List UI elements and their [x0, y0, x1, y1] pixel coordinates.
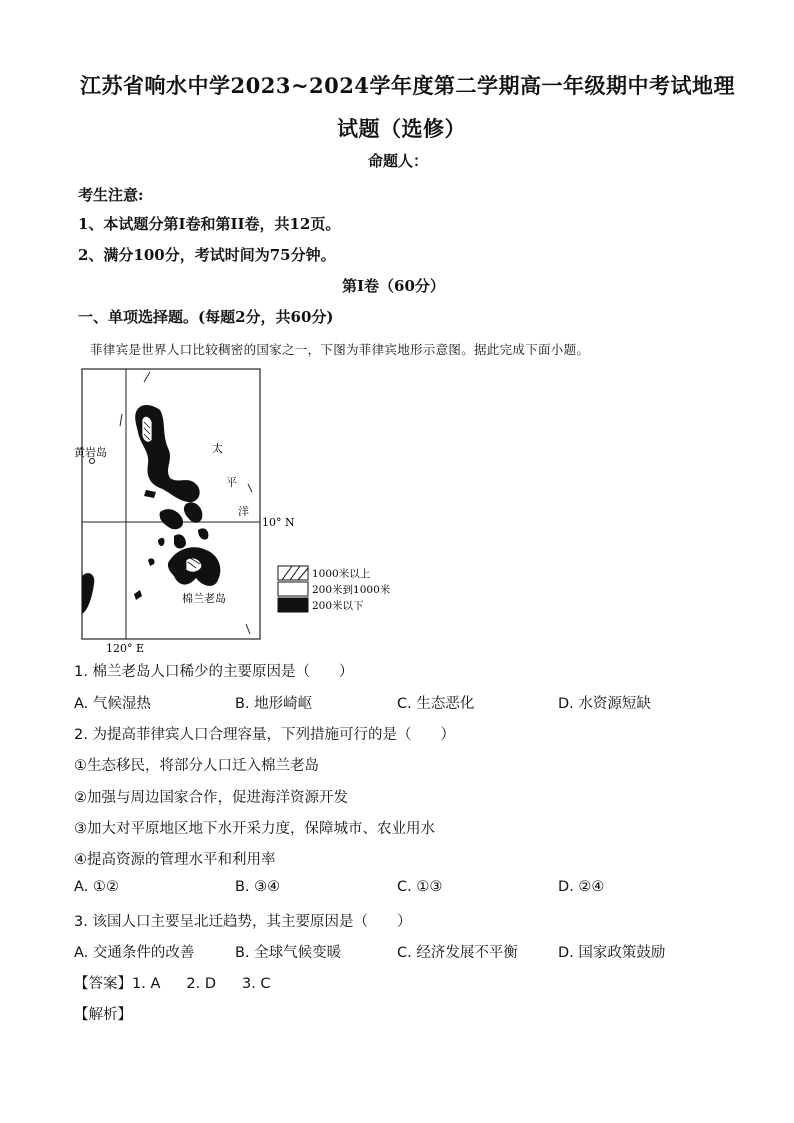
legend-item-2: 200米到1000米 [312, 584, 391, 596]
answer-3: 3. C [241, 976, 271, 992]
q3-option-a: A. 交通条件的改善 [74, 945, 195, 961]
q3-option-d: D. 国家政策鼓励 [558, 945, 666, 961]
map-legend [278, 566, 391, 612]
q1-option-d: D. 水资源短缺 [558, 696, 651, 712]
q2-stem: 2. 为提高菲律宾人口合理容量，下列措施可行的是（ ） [74, 727, 455, 743]
label-huangyan: 黄岩岛 [74, 446, 107, 459]
legend-item-1: 1000米以上 [312, 568, 371, 580]
section-heading: 一、单项选择题。(每题2分，共60分) [78, 308, 334, 326]
q1-option-c: C. 生态恶化 [397, 696, 475, 712]
answer-2: 2. D [186, 976, 216, 992]
page-title-line2: 试题（选修） [337, 116, 466, 141]
legend-item-3: 200米以下 [312, 600, 364, 612]
label-tai: 太 [212, 442, 223, 455]
notice-item-1: 1、本试题分第I卷和第II卷，共12页。 [78, 215, 341, 233]
notice-item-2: 2、满分100分，考试时间为75分钟。 [78, 246, 336, 264]
q2-option-b: B. ③④ [235, 879, 281, 895]
q2-item-2: ②加强与周边国家合作，促进海洋资源开发 [74, 790, 348, 806]
answer-1: 1. A [132, 976, 161, 992]
q1-option-b: B. 地形崎岖 [235, 696, 313, 712]
q2-item-1: ①生态移民，将部分人口迁入棉兰老岛 [74, 758, 319, 774]
q1-option-a: A. 气候湿热 [74, 696, 151, 712]
map-frame [82, 369, 260, 639]
answer-tag: 【答案】 [74, 976, 132, 992]
philippines-terrain-map [74, 364, 408, 655]
page-title: 江苏省响水中学2023~2024学年度第二学期高一年级期中考试地理 [80, 73, 735, 98]
q2-option-c: C. ①③ [397, 879, 443, 895]
q3-stem: 3. 该国人口主要呈北迁趋势，其主要原因是（ ） [74, 914, 412, 930]
q2-item-4: ④提高资源的管理水平和利用率 [74, 852, 276, 868]
answer-section [74, 972, 271, 993]
label-yang: 洋 [238, 505, 249, 518]
q3-option-b: B. 全球气候变暖 [235, 945, 342, 961]
notice-heading: 考生注意: [78, 186, 144, 204]
label-ping: 平 [226, 476, 237, 489]
q3-option-c: C. 经济发展不平衡 [397, 945, 518, 961]
volume-heading: 第I卷（60分） [342, 277, 445, 295]
author-line: 命题人： [368, 152, 429, 170]
question-intro: 菲律宾是世界人口比较稠密的国家之一，下图为菲律宾地形示意图。据此完成下面小题。 [90, 342, 590, 357]
label-latitude: 10° N [262, 516, 295, 529]
label-mindanao: 棉兰老岛 [182, 592, 226, 605]
q2-option-a: A. ①② [74, 879, 119, 895]
analysis-heading: 【解析】 [74, 1007, 132, 1023]
q2-option-d: D. ②④ [558, 879, 605, 895]
label-longitude: 120° E [106, 642, 145, 655]
q2-item-3: ③加大对平原地区地下水开采力度，保障城市、农业用水 [74, 821, 435, 837]
q1-stem: 1. 棉兰老岛人口稀少的主要原因是（ ） [74, 664, 354, 680]
